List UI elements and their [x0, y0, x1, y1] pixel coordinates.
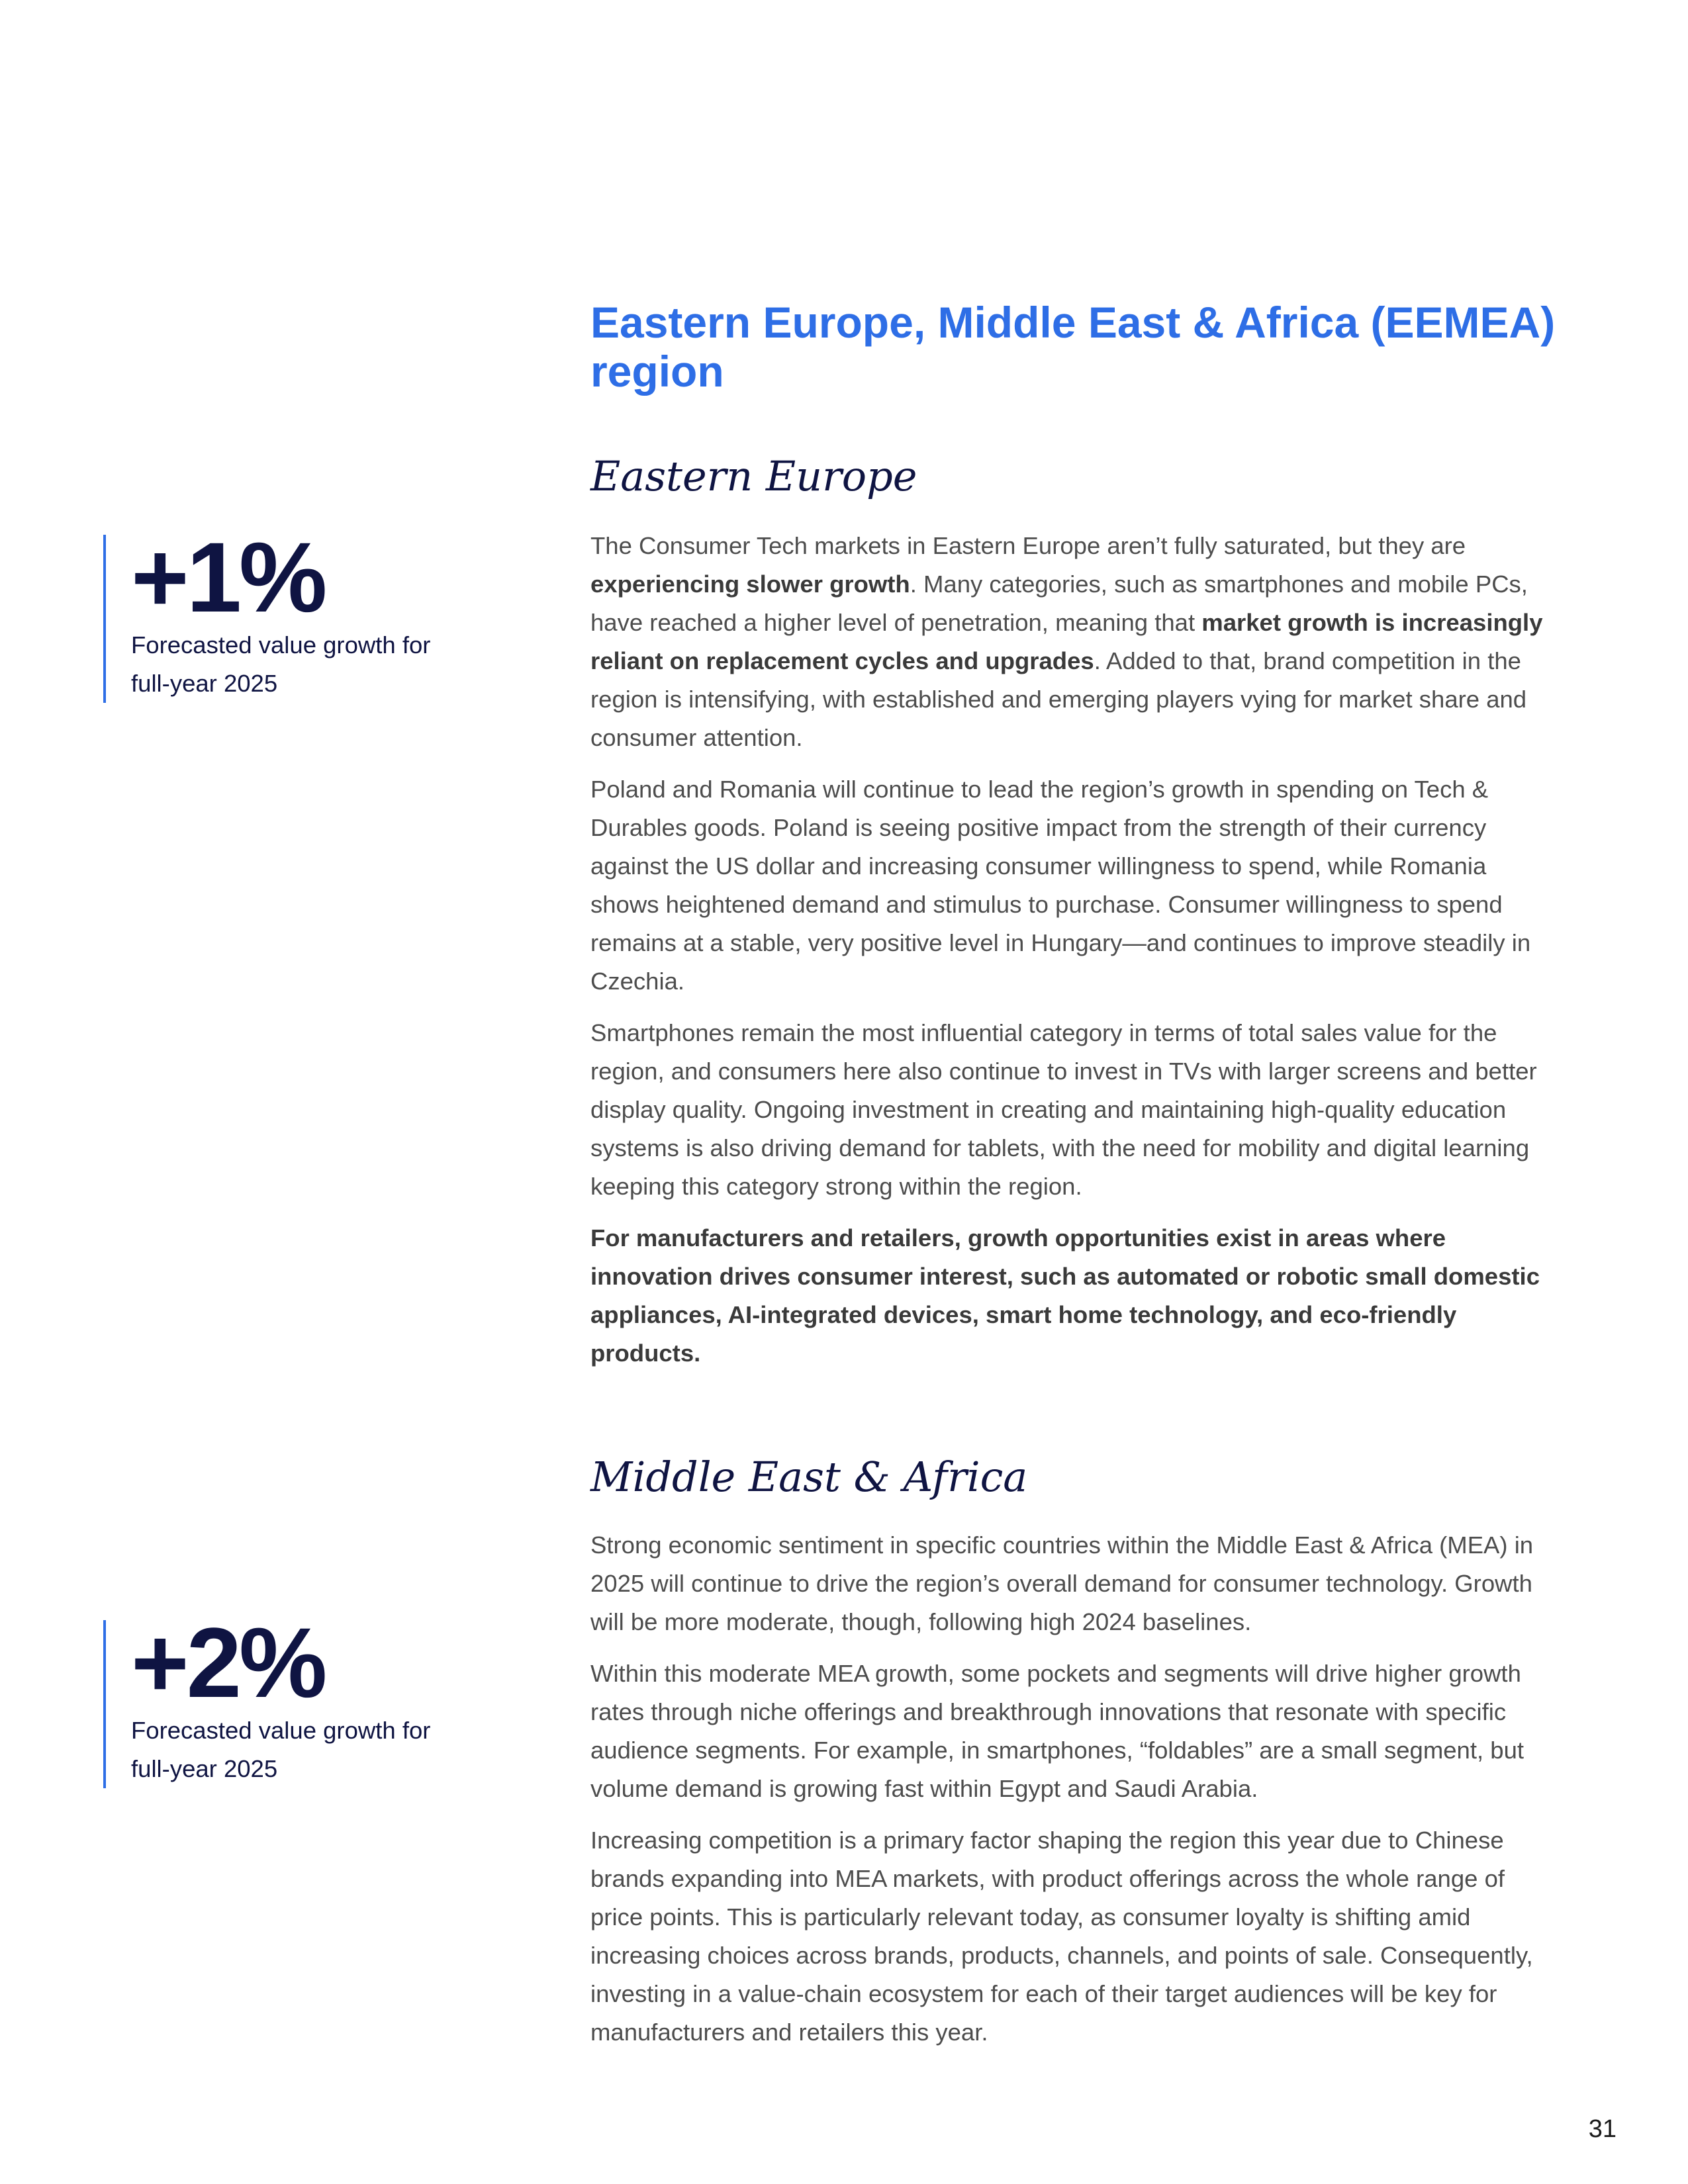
stat-value: +1% [131, 522, 325, 633]
page-number: 31 [1588, 2115, 1617, 2143]
mea-body [590, 1526, 1550, 2065]
bold-text: market growth is increasingly reliant on replacement cycles and upgrades [590, 609, 1543, 674]
paragraph: Within this moderate MEA growth, some pockets and segments will drive higher growth rates through niche offerings and breakthrough innovations that resonate with specific audience segments. For example, in smartphones, “foldables” are a small segment, but volume demand is growing fast within Egypt and Saudi Arabia. [590, 1660, 1524, 1802]
section-title-eastern-europe: Eastern Europe [590, 452, 917, 500]
stat-value: +2% [131, 1607, 325, 1718]
paragraph [590, 527, 1550, 757]
stat-caption: Forecasted value growth for full-year 2025 [131, 1717, 431, 1782]
region-heading: Eastern Europe, Middle East & Africa (EEMEA) region [590, 298, 1556, 396]
paragraph: Strong economic sentiment in specific countries within the Middle East & Africa (MEA) in 2025 will continue to drive the region’s overall demand for consumer technology. Growth will be more moderate, though, following high 2024 baselines. [590, 1531, 1534, 1635]
stat-caption: Forecasted value growth for full-year 2025 [131, 631, 431, 697]
paragraph: Increasing competition is a primary factor shaping the region this year due to Chinese brands expanding into MEA markets, with product offerings across the whole range of price points. This is particularly relevant today, as consumer loyalty is shifting amid increasing choices across brands, products, channels, and points of sale. Consequently, investing in a value-chain ecosystem for each of their target audiences will be key for manufacturers and retailers this year. [590, 1827, 1533, 2046]
eastern-europe-body [590, 527, 1550, 1386]
text-run: The Consumer Tech markets in Eastern Europe aren’t fully saturated, but they are [590, 532, 1466, 559]
stat-callout-mea [103, 1607, 502, 1788]
text-run: . Added to that, brand competition in the region is intensifying, with established and emerging players vying for market share and consumer attention. [590, 647, 1527, 751]
bold-text: experiencing slower growth [590, 570, 910, 598]
paragraph: Smartphones remain the most influential category in terms of total sales value for the region, and consumers here also continue to invest in TVs with larger screens and better display quality. Ongoing investment in creating and maintaining high-quality education systems is also driving demand for tablets, with the need for mobility and digital learning keeping this category strong within the region. [590, 1019, 1537, 1200]
text-run: . Many categories, such as smartphones and mobile PCs, have reached a higher level of penetration, meaning that [590, 570, 1528, 636]
paragraph: Poland and Romania will continue to lead the region’s growth in spending on Tech & Durables goods. Poland is seeing positive impact from the strength of their currency against the US dollar and increasing consumer willingness to spend, while Romania shows heightened demand and stimulus to purchase. Consumer willingness to spend remains at a stable, very positive level in Hungary—and continues to improve steadily in Czechia. [590, 776, 1531, 995]
stat-callout-eastern-europe [103, 522, 502, 703]
section-title-mea: Middle East & Africa [590, 1453, 1028, 1501]
key-takeaway: For manufacturers and retailers, growth opportunities exist in areas where innovation drives consumer interest, such as automated or robotic small domestic appliances, AI-integrated devices, smart home technology, and eco-friendly products. [590, 1224, 1540, 1367]
